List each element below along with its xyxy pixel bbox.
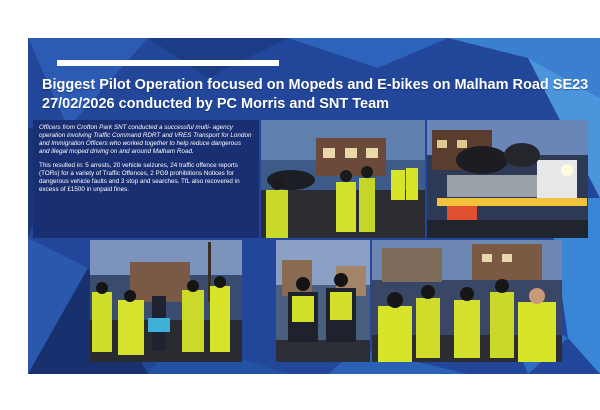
photo-mopeds-truck (427, 120, 588, 238)
photo-two-officers (276, 240, 370, 362)
photo-officers-street (261, 120, 425, 238)
intro-paragraph: Officers from Crofton Park SNT conducted a successful multi- agency operation involving Traffic Command RDRT and VRES Transport for London and Immigration Officers who worked together to help reduce dangerous and illegal moped driving on and around Malham Road. (39, 124, 252, 155)
photo-group-officers (372, 240, 562, 362)
summary-textbox (33, 120, 259, 238)
photo-officers-laptop (90, 240, 242, 362)
title-accent-bar (57, 60, 279, 66)
slide (28, 38, 600, 374)
slide-title: Biggest Pilot Operation focused on Mopeds and E-bikes on Malham Road SE23 27/02/2026 conducted by PC Morris and SNT Team (42, 77, 589, 112)
results-paragraph: This resulted in: 5 arrests, 20 vehicle seizures, 24 traffic offence reports (TORs) for a variety of Traffic Offences, 2 PG9 prohibitions Notices for dangerous vehicle faults and 3 stop and searches. TfL also recovered in excess of £1500 in unpaid fines. (39, 162, 240, 193)
